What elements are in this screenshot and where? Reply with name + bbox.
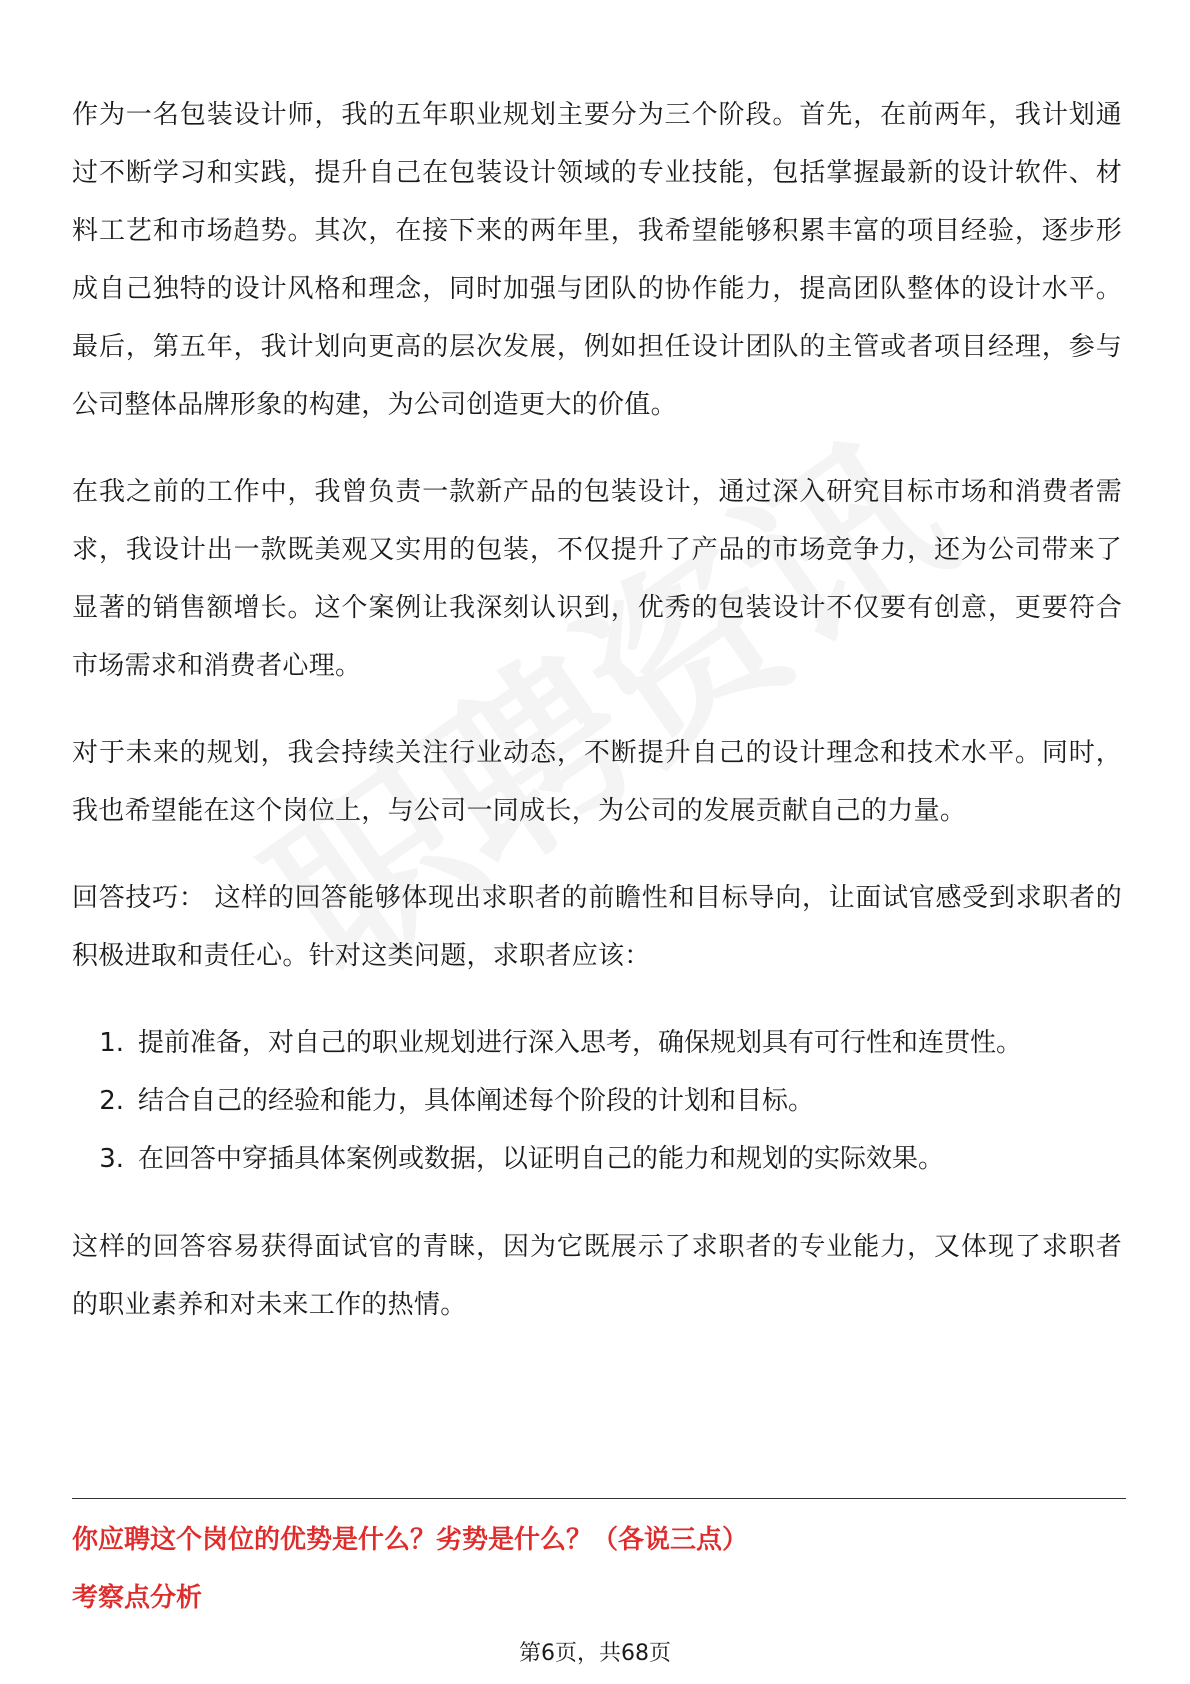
paragraph-future-plan: 对于未来的规划，我会持续关注行业动态，不断提升自己的设计理念和技术水平。同时，我也希望能在这个岗位上，与公司一同成长，为公司的发展贡献自己的力量。 [72,738,1122,826]
list-item [72,1072,1122,1130]
paragraph-answer-tips: 回答技巧： 这样的回答能够体现出求职者的前瞻性和目标导向，让面试官感受到求职者的积极进取和责任心。针对这类问题，求职者应该： [72,883,1122,971]
analysis-subheading: 考察点分析 [72,1583,203,1613]
list-text: 结合自己的经验和能力，具体阐述每个阶段的计划和目标。 [138,1086,815,1116]
paragraph-closing: 这样的回答容易获得面试官的青睐，因为它既展示了求职者的专业能力，又体现了求职者的职业素养和对未来工作的热情。 [72,1232,1122,1320]
list-item [72,1014,1122,1072]
list-number: 1. [99,1028,124,1058]
page-footer: 第6页，共68页 [519,1641,671,1666]
section-divider [72,1498,1126,1499]
list-number: 3. [99,1144,124,1174]
question-heading: 你应聘这个岗位的优势是什么？劣势是什么？（各说三点） [72,1525,749,1555]
list-item [72,1130,1122,1188]
document-body [72,86,1122,1363]
list-text: 在回答中穿插具体案例或数据，以证明自己的能力和规划的实际效果。 [138,1144,945,1174]
tips-list [72,1014,1122,1188]
list-number: 2. [99,1086,124,1116]
paragraph-career-plan: 作为一名包装设计师，我的五年职业规划主要分为三个阶段。首先，在前两年，我计划通过不断学习和实践，提升自己在包装设计领域的专业技能，包括掌握最新的设计软件、材料工艺和市场趋势。其次，在接下来的两年里，我希望能够积累丰富的项目经验，逐步形成自己独特的设计风格和理念，同时加强与团队的协作能力，提高团队整体的设计水平。最后，第五年，我计划向更高的层次发展，例如担任设计团队的主管或者项目经理，参与公司整体品牌形象的构建，为公司创造更大的价值。 [72,100,1122,420]
list-text: 提前准备，对自己的职业规划进行深入思考，确保规划具有可行性和连贯性。 [138,1028,1023,1058]
paragraph-past-experience: 在我之前的工作中，我曾负责一款新产品的包装设计，通过深入研究目标市场和消费者需求，我设计出一款既美观又实用的包装，不仅提升了产品的市场竞争力，还为公司带来了显著的销售额增长。这个案例让我深刻认识到，优秀的包装设计不仅要有创意，更要符合市场需求和消费者心理。 [72,477,1122,681]
